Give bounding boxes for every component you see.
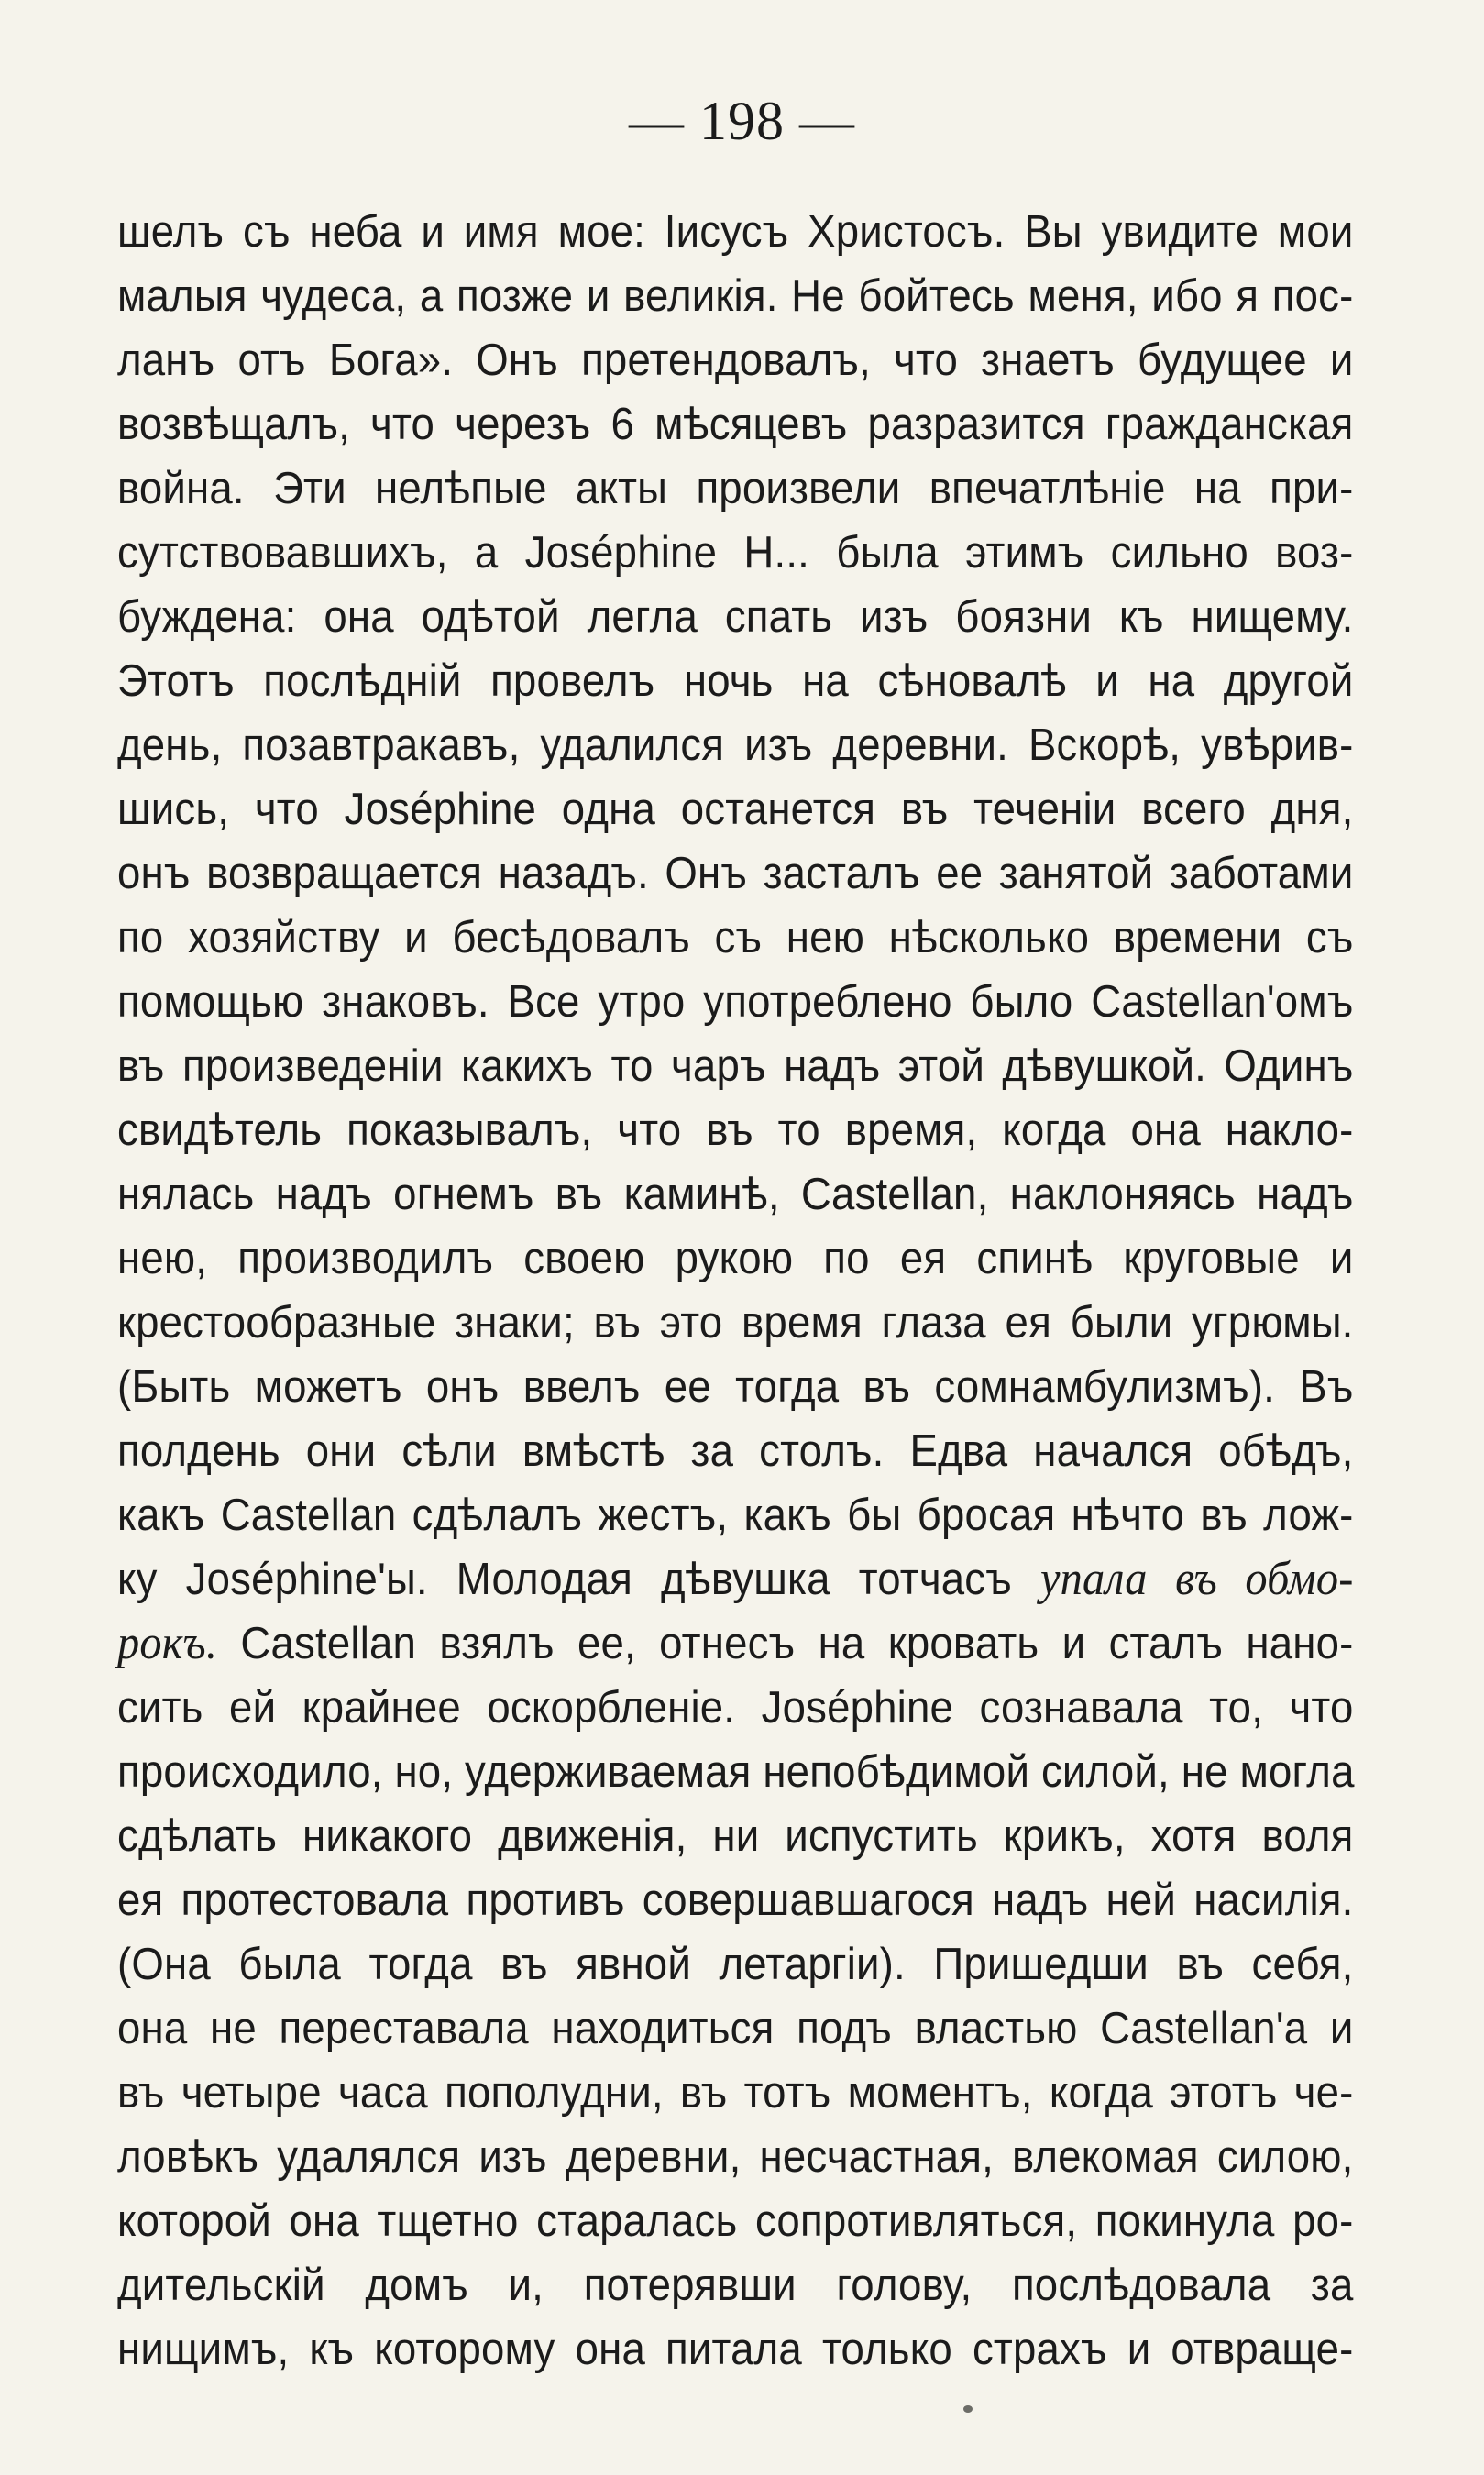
ink-speck bbox=[963, 2405, 973, 2413]
text-line bbox=[117, 649, 1354, 713]
text-segment: онъ возвращается назадъ. Онъ засталъ ее занятой заботами bbox=[117, 849, 1354, 898]
text-segment: малыя чудеса, а позже и великія. Не бойтесь меня, ибо я пос- bbox=[117, 271, 1354, 321]
text-segment: свидѣтель показывалъ, что въ то время, когда она накло- bbox=[117, 1106, 1354, 1155]
text-line bbox=[117, 1226, 1354, 1291]
text-line bbox=[117, 521, 1354, 585]
text-line bbox=[117, 1419, 1354, 1483]
text-line bbox=[117, 328, 1354, 392]
text-line bbox=[117, 777, 1354, 842]
text-line bbox=[117, 2317, 1354, 2382]
italic-text: упала въ обмо- bbox=[1040, 1553, 1354, 1605]
text-line bbox=[117, 1996, 1354, 2061]
text-segment: по хозяйству и бесѣдовалъ съ нею нѣсколько времени съ bbox=[117, 913, 1354, 962]
text-line bbox=[117, 585, 1354, 649]
text-line bbox=[117, 1162, 1354, 1226]
text-segment: сдѣлать никакого движенія, ни испустить крикъ, хотя воля bbox=[117, 1811, 1354, 1861]
text-segment: ланъ отъ Бога». Онъ претендовалъ, что знаетъ будущее и bbox=[117, 336, 1354, 385]
text-line bbox=[117, 2189, 1354, 2253]
text-segment: въ четыре часа пополудни, въ тотъ моментъ, когда этотъ че- bbox=[117, 2068, 1354, 2118]
text-line bbox=[117, 1547, 1354, 1612]
text-line bbox=[117, 1034, 1354, 1098]
text-line bbox=[117, 1612, 1354, 1676]
text-segment: крестообразные знаки; въ это время глаза ея были угрюмы. bbox=[117, 1298, 1354, 1348]
text-line bbox=[117, 970, 1354, 1034]
text-segment: сутствовавшихъ, а Joséphine H... была этимъ сильно воз- bbox=[117, 528, 1354, 578]
text-line bbox=[117, 713, 1354, 777]
text-segment: возвѣщалъ, что черезъ 6 мѣсяцевъ разразится гражданская bbox=[117, 400, 1354, 449]
text-line bbox=[117, 2125, 1354, 2189]
text-segment: дительскій домъ и, потерявши голову, послѣдовала за bbox=[117, 2260, 1354, 2310]
body-text bbox=[117, 200, 1354, 2382]
text-segment: въ произведеніи какихъ то чаръ надъ этой дѣвушкой. Одинъ bbox=[117, 1041, 1354, 1091]
text-line bbox=[117, 1868, 1354, 1932]
text-line bbox=[117, 1291, 1354, 1355]
page-number: — 198 — bbox=[629, 91, 855, 151]
text-segment: она не переставала находиться подъ властью Castellan'а и bbox=[117, 2004, 1354, 2053]
text-segment: ловѣкъ удалялся изъ деревни, несчастная, влекомая силою, bbox=[117, 2132, 1354, 2182]
text-segment: происходило, но, удерживаемая непобѣдимой силой, не могла bbox=[117, 1747, 1355, 1797]
text-line bbox=[117, 200, 1354, 264]
text-segment: ку Joséphine'ы. Молодая дѣвушка тотчасъ bbox=[117, 1555, 1041, 1604]
text-line bbox=[117, 392, 1354, 456]
text-segment: Castellan взялъ ее, отнесъ на кровать и сталъ нано- bbox=[217, 1619, 1354, 1668]
text-segment: какъ Castellan сдѣлалъ жестъ, какъ бы бросая нѣчто въ лож- bbox=[117, 1490, 1354, 1540]
italic-text: рокъ. bbox=[117, 1617, 218, 1669]
text-line bbox=[117, 2253, 1354, 2317]
text-line bbox=[117, 264, 1354, 328]
text-segment: которой она тщетно старалась сопротивляться, покинула ро- bbox=[117, 2196, 1354, 2246]
text-segment: нею, производилъ своею рукою по ея спинѣ круговые и bbox=[117, 1234, 1354, 1283]
text-line bbox=[117, 456, 1354, 521]
text-line bbox=[117, 1355, 1354, 1419]
text-segment: сить ей крайнее оскорбленіе. Joséphine сознавала то, что bbox=[117, 1683, 1354, 1732]
text-segment: полдень они сѣли вмѣстѣ за столъ. Едва начался обѣдъ, bbox=[117, 1426, 1354, 1476]
text-segment: ея протестовала противъ совершавшагося надъ ней насилія. bbox=[117, 1876, 1354, 1925]
text-segment: (Быть можетъ онъ ввелъ ее тогда въ сомнамбулизмъ). Въ bbox=[117, 1362, 1354, 1412]
text-line bbox=[117, 842, 1354, 906]
text-line bbox=[117, 1740, 1354, 1804]
text-segment: шись, что Joséphine одна останется въ теченіи всего дня, bbox=[117, 785, 1354, 834]
text-segment: Этотъ послѣдній провелъ ночь на сѣновалѣ и на другой bbox=[117, 656, 1354, 706]
text-line bbox=[117, 1483, 1354, 1547]
text-segment: помощью знаковъ. Все утро употреблено было Castellan'омъ bbox=[117, 977, 1354, 1027]
text-line bbox=[117, 906, 1354, 970]
text-line bbox=[117, 1676, 1354, 1740]
text-line bbox=[117, 1098, 1354, 1162]
text-line bbox=[117, 1932, 1354, 1996]
text-line bbox=[117, 1804, 1354, 1868]
text-line bbox=[117, 2061, 1354, 2125]
text-segment: (Она была тогда въ явной летаргіи). Пришедши въ себя, bbox=[117, 1940, 1354, 1989]
text-segment: шелъ съ неба и имя мое: Іисусъ Христосъ. Вы увидите мои bbox=[117, 207, 1354, 257]
text-segment: война. Эти нелѣпые акты произвели впечатлѣніе на при- bbox=[117, 464, 1354, 513]
text-segment: буждена: она одѣтой легла спать изъ боязни къ нищему. bbox=[117, 592, 1354, 642]
text-segment: день, позавтракавъ, удалился изъ деревни. Вскорѣ, увѣрив- bbox=[117, 720, 1354, 770]
text-segment: нищимъ, къ которому она питала только страхъ и отвраще- bbox=[117, 2325, 1354, 2374]
text-segment: нялась надъ огнемъ въ каминѣ, Castellan, наклоняясь надъ bbox=[117, 1170, 1354, 1219]
